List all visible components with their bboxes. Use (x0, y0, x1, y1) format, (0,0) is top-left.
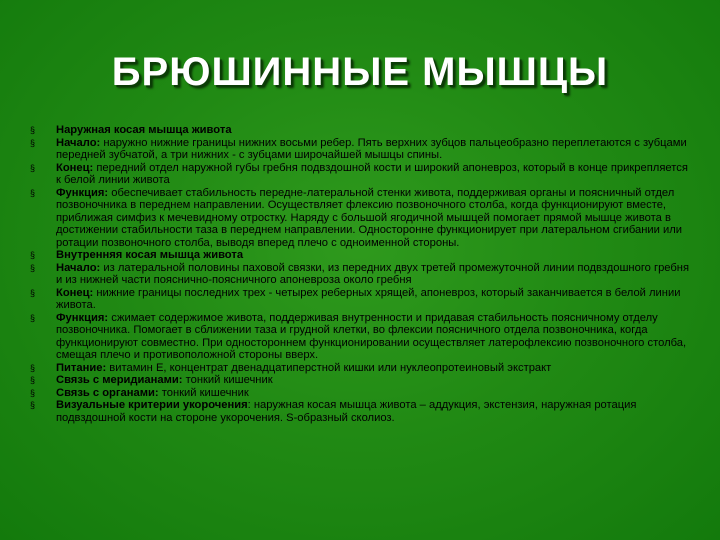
bullet-marker-icon: § (30, 400, 36, 410)
item-label: Питание: (56, 361, 107, 374)
item-label: Визуальные критерии укорочения (56, 399, 248, 411)
list-item (30, 312, 690, 362)
item-text: из латеральной половины паховой связки, из передних двух третей промежуточной линии подвздошного гребня и из нижней части пояснично-поясничного апоневроза около гребня (56, 261, 690, 286)
item-label: Начало: (56, 136, 101, 149)
bullet-marker-icon: § (30, 375, 36, 385)
list-item (30, 124, 690, 137)
item-label: Конец: (56, 161, 94, 174)
bullet-marker-icon: § (30, 312, 36, 323)
item-label: Внутренняя косая мышца живота (56, 249, 244, 261)
item-label: Начало: (56, 261, 101, 274)
item-text: передний отдел наружной губы гребня подвздошной кости и широкий апоневроз, который в конце прикрепляется к белой линии живота (56, 161, 688, 186)
bullet-marker-icon: § (30, 187, 36, 198)
item-text: наружно нижние границы нижних восьми ребер. Пять верхних зубцов пальцеобразно переплетаются с зубцами передней зубчатой, а три нижних - с зубцами широчайшей мышцы спины. (56, 136, 687, 161)
bullet-marker-icon: § (30, 387, 36, 398)
bullet-marker-icon: § (30, 362, 36, 373)
list-item (30, 249, 690, 262)
bullet-marker-icon: § (30, 162, 36, 173)
item-text: витамин Е, концентрат двенадцатиперстной кишки или нуклеопротеиновый экстракт (106, 361, 552, 374)
list-item (30, 262, 690, 287)
list-item (30, 287, 690, 312)
slide-title: БРЮШИННЫЕ МЫШЦЫ (111, 50, 609, 94)
list-item (30, 374, 690, 387)
list-item (30, 137, 690, 162)
item-text: сжимает содержимое живота, поддерживая внутренности и придавая стабильность поясничному отделу позвоночника. Помогает в сближении таза и грудной клетки, во флексии поясничного отдела позвоночника, когда функционируют совместно. При одностороннем функционировании осуществляет латерофлексию позвоночного столба, смещая плечо и противоположной стороны вверх. (56, 311, 687, 361)
bullet-list (30, 124, 690, 424)
item-text: тонкий кишечник (158, 386, 249, 399)
bullet-marker-icon: § (30, 262, 36, 273)
item-label: Функция: (56, 186, 109, 199)
list-item (30, 162, 690, 187)
list-item (30, 387, 690, 400)
item-text: : наружная косая мышца живота – аддукция, экстензия, наружная ротация подвздошной кости на стороне укорочения. S-образный сколиоз. (56, 399, 637, 424)
bullet-marker-icon: § (30, 250, 36, 260)
item-label: Конец: (56, 286, 94, 299)
list-item (30, 187, 690, 250)
bullet-marker-icon: § (30, 137, 36, 148)
bullet-marker-icon: § (30, 287, 36, 298)
list-item (30, 399, 690, 424)
item-label: Функция: (56, 311, 109, 324)
item-text: нижние границы последних трех - четырех реберных хрящей, апоневроз, который заканчивается в белой линии живота. (56, 286, 681, 311)
item-text: тонкий кишечник (182, 374, 273, 386)
item-label: Связь с органами: (56, 386, 159, 399)
list-item (30, 362, 690, 375)
item-label: Связь с меридианами: (56, 374, 183, 386)
item-label: Наружная косая мышца живота (56, 124, 232, 136)
item-text: обеспечивает стабильность передне-латеральной стенки живота, поддерживая органы и поясничный отдел позвоночника в переднем направлении. Осуществляет флексию позвоночного столба, когда функционируют вместе, приближая симфиз к мечевидному отростку. Наряду с большой ягодичной мышцей помогает прямой мышце живота в достижении стабильности таза в переднем направлении. Односторонне функционирует при латеральном сгибании или ротации позвоночного столба, выводя вперед плечо с одноименной стороны. (56, 186, 683, 249)
bullet-marker-icon: § (30, 125, 36, 135)
